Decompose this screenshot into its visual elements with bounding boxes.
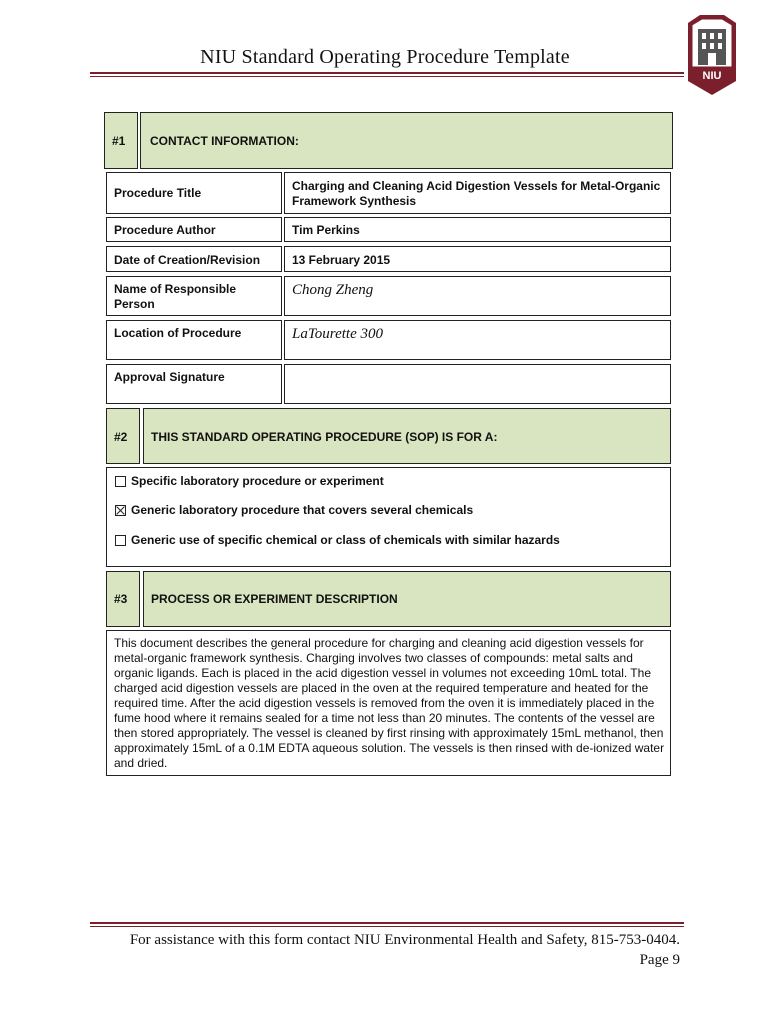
header-divider	[90, 72, 684, 77]
footer-divider	[90, 922, 684, 927]
option-generic-procedure[interactable]	[115, 503, 473, 517]
approval-signature-field[interactable]	[284, 364, 671, 404]
checkbox-generic-chemical-use[interactable]	[115, 535, 126, 546]
page-header-title: NIU Standard Operating Procedure Template	[200, 46, 570, 68]
process-description: This document describes the general procedure for charging and cleaning acid digestion vessels for metal-organic framework synthesis. Charging involves two classes of compounds: metal salts and organic ligands. Each is placed in the acid digestion vessel in volumes not exceeding 10mL total. The charged acid digestion vessels are placed in the oven at the required temperature and heated for the required time. After the acid digestion vessels is removed from the oven it is immediately placed in the fume hood where it remains sealed for a time not less than 20 minutes. The contents of the vessel are then stored appropriately. The vessel is cleaned by first rinsing with approximately 15mL methanol, then approximately 15mL of a 0.1M EDTA aqueous solution. The vessels is then rinsed with de-ionized water and dried.	[114, 636, 665, 770]
footer-assistance-text: For assistance with this form contact NIU Environmental Health and Safety, 815-753-0404.	[129, 932, 680, 948]
revision-date-value: 13 February 2015	[292, 253, 391, 267]
option-specific-procedure-label: Specific laboratory procedure or experiment	[131, 474, 384, 488]
responsible-person-label: Name of Responsible Person	[114, 282, 237, 311]
section1-title: CONTACT INFORMATION:	[150, 134, 299, 148]
section3-number: #3	[114, 592, 128, 606]
section3-title: PROCESS OR EXPERIMENT DESCRIPTION	[151, 592, 398, 606]
procedure-title-label: Procedure Title	[114, 186, 202, 200]
procedure-author-value: Tim Perkins	[292, 223, 360, 237]
logo-text: NIU	[702, 70, 722, 82]
option-generic-chemical-use-label: Generic use of specific chemical or class of chemicals with similar hazards	[131, 533, 560, 547]
footer	[130, 930, 680, 970]
procedure-location-value: LaTourette 300	[292, 326, 383, 342]
checkbox-specific-procedure[interactable]	[115, 476, 126, 487]
procedure-location-label: Location of Procedure	[114, 326, 242, 340]
section2-number: #2	[114, 430, 128, 444]
approval-signature-label: Approval Signature	[114, 370, 225, 384]
option-generic-procedure-label: Generic laboratory procedure that covers several chemicals	[131, 503, 474, 517]
revision-date-label: Date of Creation/Revision	[114, 253, 261, 267]
option-specific-procedure[interactable]	[115, 474, 384, 488]
niu-logo	[686, 15, 738, 95]
procedure-title-value: Charging and Cleaning Acid Digestion Vessels for Metal-Organic Framework Synthesis	[292, 179, 661, 208]
procedure-author-label: Procedure Author	[114, 223, 216, 237]
checkbox-generic-procedure[interactable]	[115, 505, 126, 516]
responsible-person-value: Chong Zheng	[292, 282, 374, 298]
page-number: Page 9	[639, 952, 680, 968]
section2-title: THIS STANDARD OPERATING PROCEDURE (SOP) IS FOR A:	[151, 430, 498, 444]
option-generic-chemical-use[interactable]	[115, 533, 560, 547]
section1-number: #1	[112, 134, 126, 148]
